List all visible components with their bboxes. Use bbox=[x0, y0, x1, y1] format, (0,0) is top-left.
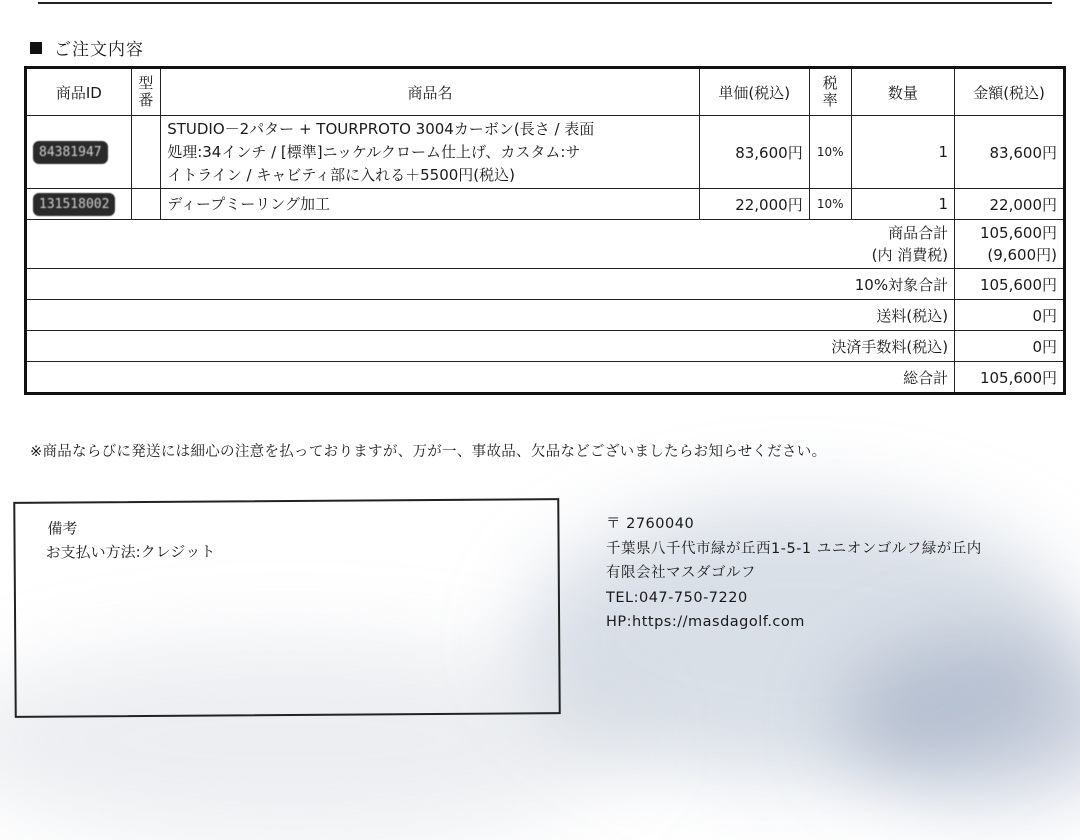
shadow-overlay bbox=[840, 640, 1080, 800]
table-header-row bbox=[26, 68, 1065, 116]
item-amount: 22,000円 bbox=[955, 189, 1065, 220]
item-quantity: 1 bbox=[851, 189, 955, 220]
col-header-type: 型 番 bbox=[131, 68, 161, 116]
shop-company: 有限会社マスダゴルフ bbox=[606, 565, 756, 581]
section-title bbox=[30, 35, 144, 60]
table-row bbox=[26, 189, 1065, 220]
item-type-cell bbox=[131, 189, 161, 220]
summary-value: 105,600円 (9,600円) bbox=[955, 220, 1065, 269]
item-tax-rate: 10% bbox=[809, 116, 851, 189]
item-amount: 83,600円 bbox=[955, 116, 1065, 189]
summary-value: 0円 bbox=[955, 300, 1065, 331]
summary-label: 総合計 bbox=[26, 362, 955, 394]
order-table bbox=[24, 66, 1066, 395]
item-type-cell bbox=[131, 116, 161, 189]
summary-row-subtotal bbox=[26, 220, 1065, 269]
col-header-quantity: 数量 bbox=[851, 68, 955, 116]
section-title-text: ご注文内容 bbox=[54, 40, 144, 60]
summary-label: 決済手数料(税込) bbox=[26, 331, 955, 362]
summary-row-shipping bbox=[26, 300, 1065, 331]
shop-tel: TEL:047-750-7220 bbox=[606, 589, 748, 606]
remarks-box bbox=[13, 498, 560, 718]
summary-value: 105,600円 bbox=[955, 269, 1065, 300]
summary-row-total bbox=[26, 362, 1065, 394]
summary-label: 10%対象合計 bbox=[26, 269, 955, 300]
summary-value: 105,600円 bbox=[955, 362, 1065, 394]
item-unit-price: 83,600円 bbox=[699, 116, 809, 189]
top-rule bbox=[38, 2, 1052, 4]
shop-info bbox=[606, 512, 982, 635]
col-header-id: 商品ID bbox=[26, 68, 132, 116]
col-header-unit-price: 単価(税込) bbox=[699, 68, 809, 116]
shop-homepage: HP:https://masdagolf.com bbox=[606, 614, 805, 630]
col-header-amount: 金額(税込) bbox=[955, 68, 1065, 116]
item-quantity: 1 bbox=[851, 116, 955, 189]
summary-row-fee bbox=[26, 331, 1065, 362]
remarks-title: 備考 bbox=[47, 519, 78, 538]
shop-postal: 〒 2760040 bbox=[606, 516, 695, 532]
notice-text: ※商品ならびに発送には細心の注意を払っておりますが、万が一、事故品、欠品などございましたらお知らせください。 bbox=[30, 444, 827, 460]
item-id-cell bbox=[26, 189, 132, 220]
item-name-cell: STUDIO－2パター + TOURPROTO 3004カーボン(長さ / 表面 処理:34インチ / [標準]ニッケルクローム仕上げ、カスタム:サ イトライン / キャビティ部に入れる＋5500円(税込) bbox=[161, 116, 700, 189]
shop-address: 千葉県八千代市緑が丘西1-5-1 ユニオンゴルフ緑が丘内 bbox=[606, 540, 982, 557]
summary-label: 商品合計 (内 消費税) bbox=[26, 220, 955, 269]
summary-label: 送料(税込) bbox=[26, 300, 955, 331]
col-header-name: 商品名 bbox=[161, 68, 700, 116]
item-unit-price: 22,000円 bbox=[699, 189, 809, 220]
item-id-redacted: 131518002 bbox=[33, 193, 115, 216]
summary-value: 0円 bbox=[955, 331, 1065, 362]
payment-method: お支払い方法:クレジット bbox=[45, 542, 216, 562]
item-tax-rate: 10% bbox=[809, 189, 851, 220]
item-name-cell: ディープミーリング加工 bbox=[161, 189, 700, 220]
item-id-redacted: 84381947 bbox=[33, 141, 108, 164]
table-row bbox=[26, 116, 1065, 189]
item-id-cell bbox=[26, 116, 132, 189]
col-header-tax-rate: 税 率 bbox=[809, 68, 851, 116]
square-bullet-icon bbox=[30, 42, 42, 54]
summary-row-ten-pct bbox=[26, 269, 1065, 300]
